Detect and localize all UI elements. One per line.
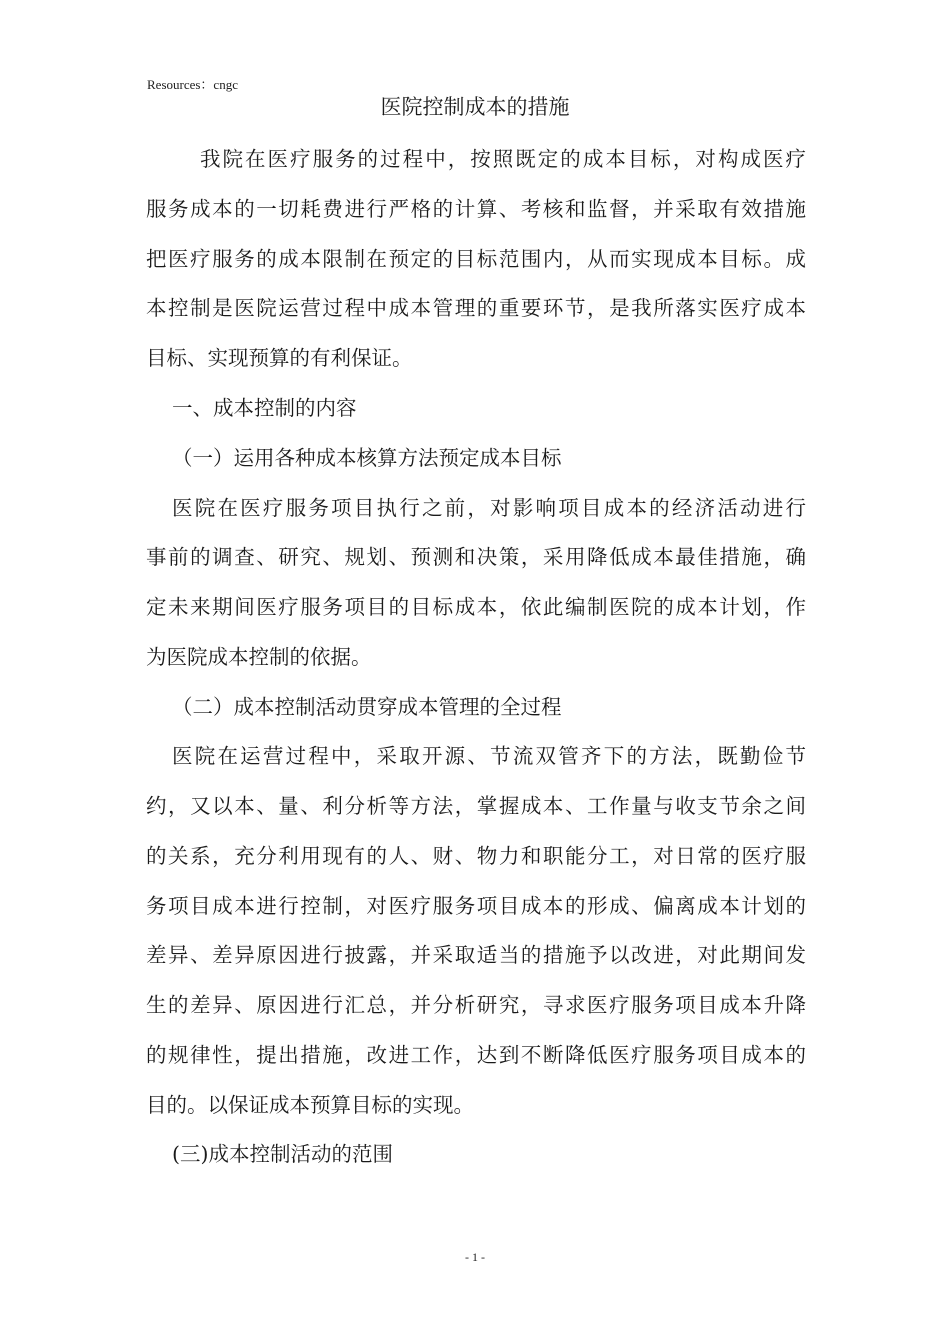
paragraph-1-line-4: 本控制是医院运营过程中成本管理的重要环节，是我所落实医疗成本 [146, 296, 806, 320]
paragraph-2-line-2: 事前的调查、研究、规划、预测和决策，采用降低成本最佳措施，确 [146, 545, 806, 569]
subsection-heading-2: （二）成本控制活动贯穿成本管理的全过程 [172, 695, 562, 719]
paragraph-1-line-2: 服务成本的一切耗费进行严格的计算、考核和监督，并采取有效措施 [146, 197, 806, 221]
document-title: 医院控制成本的措施 [380, 95, 570, 119]
paragraph-1-line-5: 目标、实现预算的有利保证。 [146, 346, 413, 370]
subsection-heading-3: (三)成本控制活动的范围 [172, 1142, 393, 1166]
paragraph-3-line-3: 的关系，充分利用现有的人、财、物力和职能分工，对日常的医疗服 [146, 844, 806, 868]
page-number: - 1 - [465, 1250, 485, 1264]
paragraph-2-line-3: 定未来期间医疗服务项目的目标成本，依此编制医院的成本计划，作 [146, 595, 806, 619]
paragraph-3-line-4: 务项目成本进行控制，对医疗服务项目成本的形成、偏离成本计划的 [146, 894, 806, 918]
paragraph-3-line-1: 医院在运营过程中，采取开源、节流双管齐下的方法，既勤俭节 [172, 744, 806, 768]
paragraph-3-line-8: 目的。以保证成本预算目标的实现。 [146, 1093, 474, 1117]
section-heading-1: 一、成本控制的内容 [172, 396, 357, 420]
resources-header: Resources：cngc [147, 77, 238, 92]
paragraph-3-line-2: 约，又以本、量、利分析等方法，掌握成本、工作量与收支节余之间 [146, 794, 806, 818]
subsection-heading-1: （一）运用各种成本核算方法预定成本目标 [172, 446, 562, 470]
paragraph-1-line-3: 把医疗服务的成本限制在预定的目标范围内，从而实现成本目标。成 [146, 247, 806, 271]
paragraph-3-line-5: 差异、差异原因进行披露，并采取适当的措施予以改进，对此期间发 [146, 943, 806, 967]
paragraph-3-line-7: 的规律性，提出措施，改进工作，达到不断降低医疗服务项目成本的 [146, 1043, 806, 1067]
paragraph-2-line-1: 医院在医疗服务项目执行之前，对影响项目成本的经济活动进行 [172, 496, 806, 520]
paragraph-1-line-1: 我院在医疗服务的过程中，按照既定的成本目标，对构成医疗 [200, 147, 806, 171]
paragraph-2-line-4: 为医院成本控制的依据。 [146, 645, 372, 669]
paragraph-3-line-6: 生的差异、原因进行汇总，并分析研究，寻求医疗服务项目成本升降 [146, 993, 806, 1017]
